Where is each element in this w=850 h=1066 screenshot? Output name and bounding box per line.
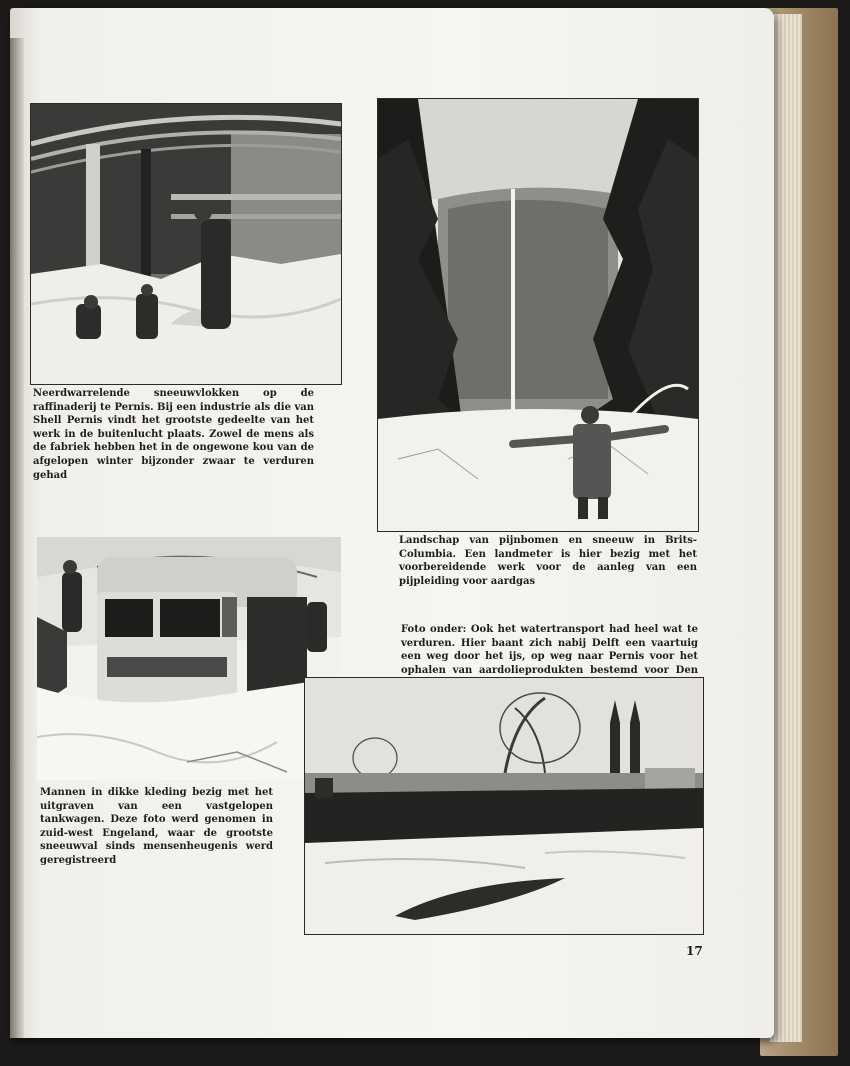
caption-british-columbia: Landschap van pijnbomen en sneeuw in Brits-Columbia. Een landmeter is hier bezig met het voorbereidende werk voor de aanleg van een pijpleiding voor aardgas — [399, 535, 697, 587]
caption-water-transport: Foto onder: Ook het watertransport had heel wat te verduren. Hier baant zich nabij Delft een vaartuig een weg door het ijs, op weg naar Pernis voor het ophalen van aardolieprodukten bestemd voor Den — [401, 624, 698, 676]
photo-ship-in-ice — [304, 677, 704, 935]
book-page-edges — [770, 14, 802, 1042]
photo-british-columbia — [377, 98, 699, 532]
page-gutter — [10, 38, 24, 1038]
photo-refinery-snow — [30, 103, 342, 385]
photo-stuck-tanker — [37, 537, 341, 780]
page-number: 17 — [686, 944, 703, 958]
caption-tanker: Mannen in dikke kleding bezig met het uitgraven van een vastgelopen tankwagen. Deze foto werd genomen in zuid-west Engeland, waar de grootste sneeuwval sinds mensenheugenis werd geregistreerd — [40, 787, 273, 866]
caption-refinery: Neerdwarrelende sneeuwvlokken op de raffinaderij te Pernis. Bij een industrie als die van Shell Pernis vindt het grootste gedeelte van het werk in de buitenlucht plaats. Zowel de mens als de fabriek hebben het in de ongewone kou van de afgelopen winter bijzonder zwaar te verduren gehad — [33, 388, 314, 481]
